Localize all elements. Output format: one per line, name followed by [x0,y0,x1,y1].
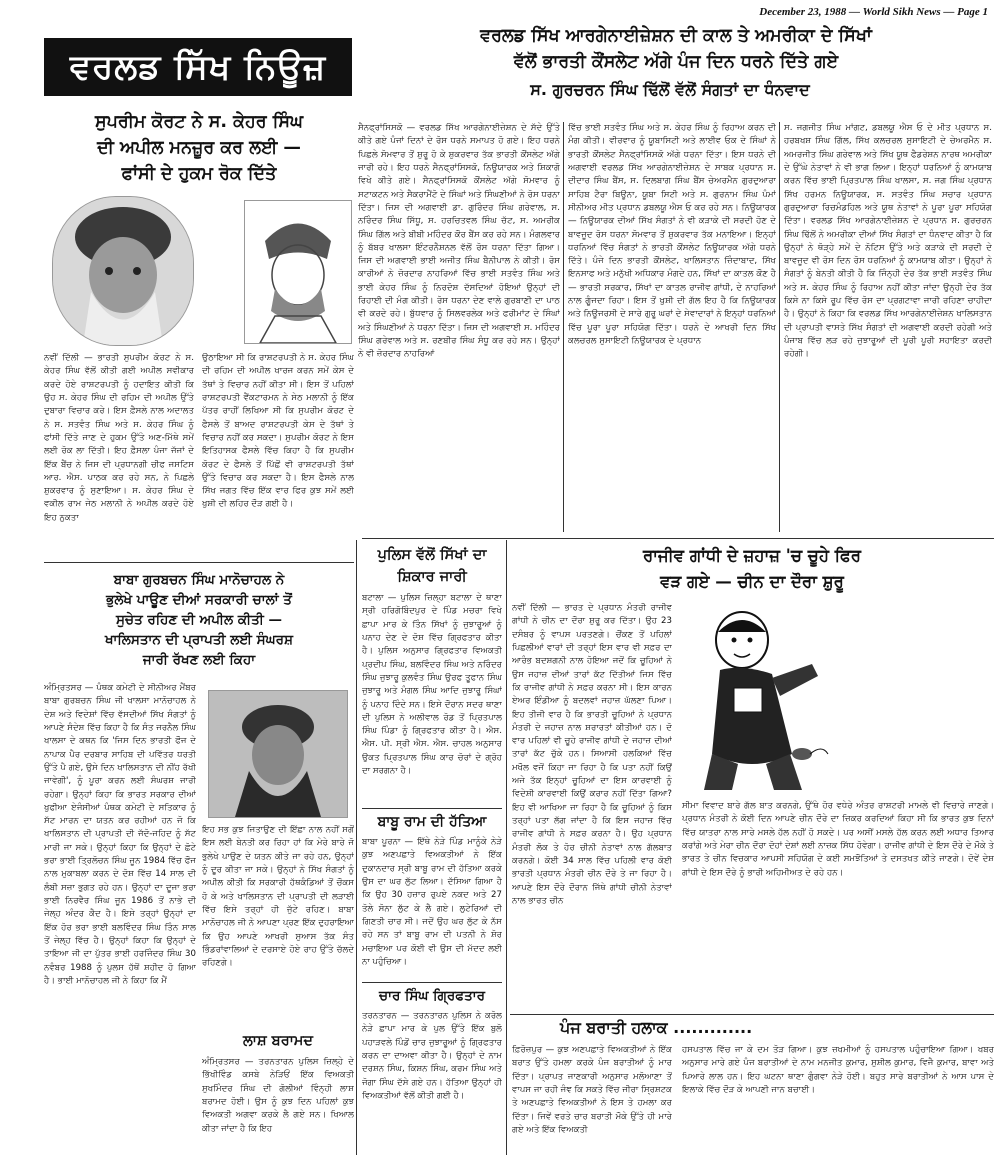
lead-column-2: ਵਿੱਚ ਭਾਈ ਸਤਵੰਤ ਸਿੰਘ ਅਤੇ ਸ. ਕੇਹਰ ਸਿੰਘ ਨੂੰ ਰਿਹਾਅ ਕਰਨ ਦੀ ਮੰਗ ਕੀਤੀ। ਵੀਰਵਾਰ ਨੂੰ ਯੂਬਾਸਿਟੀ ਅਤੇ ਲਾਈਵ ਓਕ ਦੇ ਸਿੰਘਾਂ ਨੇ ਭਾਰਤੀ ਕੌਂਸਲੇਟ ਸੈਨਫ੍ਰਾਂਸਿਸਕੋ ਅੱਗੇ ਧਰਨਾ ਦਿੱਤਾ। ਇਸ ਧਰਨੇ ਦੀ ਅਗਵਾਈ ਵਰਲਡ ਸਿੱਖ ਆਰਗੇਨਾਈਜ਼ੇਸ਼ਨ ਦੇ ਸਾਬਕ ਪ੍ਰਧਾਨ ਸ. ਦੀਦਾਰ ਸਿੰਘ ਬੈਂਸ, ਸ. ਦਿਲਬਾਗ ਸਿੰਘ ਬੈਂਸ ਚੇਅਰਮੈਨ ਗੁਰਦੁਆਰਾ ਸਾਹਿਬ ਟੈਰਾ ਬਿਊਨਾ, ਯੂਬਾ ਸਿਟੀ ਅਤੇ ਸ. ਗੁਰਨਾਮ ਸਿੰਘ ਪੰਮਾਂ ਸੀਨੀਅਰ ਮੀਤ ਪ੍ਰਧਾਨ ਡਬਲਯੂ ਐਸ ਓ ਕਰ ਰਹੇ ਸਨ। ਨਿਊਯਾਰਕ — ਨਿਊਯਾਰਕ ਦੀਆਂ ਸਿੱਖ ਸੰਗਤਾਂ ਨੇ ਵੀ ਕੜਾਕੇ ਦੀ ਸਰਦੀ ਹੋਣ ਦੇ ਬਾਵਜੂਦ ਰੋਸ ਧਰਨਾ ਸੋਮਵਾਰ ਤੋਂ ਸ਼ੁਕਰਵਾਰ ਤੱਕ ਮਨਾਇਆ। ਇਨ੍ਹਾਂ ਧਰਨਿਆਂ ਵਿੱਚ ਸੰਗਤਾਂ ਨੇ ਭਾਰਤੀ ਕੌਂਸਲੇਟ ਨਿਊਯਾਰਕ ਅੱਗੇ ਧਰਨੇ ਦਿੱਤੇ। ਪੰਜੇ ਦਿਨ ਭਾਰਤੀ ਕੌਂਸਲੇਟ, ਖਾਲਿਸਤਾਨ ਜ਼ਿੰਦਾਬਾਦ, ਸਿੱਖ ਇਨਸਾਫ ਅਤੇ ਮਨੁੱਖੀ ਅਧਿਕਾਰ ਮੰਗਦੇ ਹਨ, ਸਿੱਖਾਂ ਦਾ ਕਾਤਲ ਕੌਣ ਹੈ — ਭਾਰਤੀ ਸਰਕਾਰ, ਸਿੱਖਾਂ ਦਾ ਕਾਤਲ ਰਾਜੀਵ ਗਾਂਧੀ, ਦੇ ਨਾਹਰਿਆਂ ਨਾਲ ਗੂੰਜਦਾ ਰਿਹਾ। ਇਸ ਤੋਂ ਖੁਸ਼ੀ ਦੀ ਗੱਲ ਇਹ ਹੈ ਕਿ ਨਿਊਯਾਰਕ ਅਤੇ ਨਿਊਜਰਸੀ ਦੇ ਸਾਰੇ ਗੁਰੂ ਘਰਾਂ ਦੇ ਸੇਵਾਦਾਰਾਂ ਨੇ ਇਨ੍ਹਾਂ ਧਰਨਿਆਂ ਵਿੱਚ ਪੂਰਾ ਪੂਰਾ ਸਹਿਯੋਗ ਦਿੱਤਾ। ਧਰਨੇ ਦੇ ਆਖਰੀ ਦਿਨ ਸਿੱਖ ਕਲਚਰਲ ਸੁਸਾਇਟੀ ਨਿਊਯਾਰਕ ਦੇ ਪ੍ਰਧਾਨ [568,123,776,346]
photo-satwant-singh [244,200,352,344]
panj-dots: ............. [673,1018,753,1037]
four-arrested-body: ਤਰਨਤਾਰਨ — ਤਰਨਤਾਰਨ ਪੁਲਿਸ ਨੇ ਕਰੋਲ ਨੇੜੇ ਛਾਪਾ ਮਾਰ ਕੇ ਪੁਲ ਉੱਤੇ ਇੱਕ ਬੁਲੋ ਪਹਾੜਵਲੇ ਪਿੰਡੋਂ ਚਾਰ ਜੁਝਾਰੂਆਂ ਨੂੰ ਗ੍ਰਿਫਤਾਰ ਕਰਨ ਦਾ ਦਾਅਵਾ ਕੀਤਾ ਹੈ। ਉਨ੍ਹਾਂ ਦੇ ਨਾਮ ਦਰਸ਼ਨ ਸਿੰਘ, ਕਿਸ਼ਨ ਸਿੰਘ, ਕਰਮ ਸਿੰਘ ਅਤੇ ਜੋਗਾ ਸਿੰਘ ਦੱਸੇ ਗਏ ਹਨ। ਹੱਤਿਆ ਉਨ੍ਹਾਂ ਹੀ ਵਿਅਕਤੀਆਂ ਵੱਲੋਂ ਕੀਤੀ ਗਈ ਹੈ। [362,1011,502,1101]
portrait-illustration [209,691,347,817]
supreme-column-1: ਨਵੀਂ ਦਿੱਲੀ — ਭਾਰਤੀ ਸੁਪਰੀਮ ਕੋਰਟ ਨੇ ਸ. ਕੇਹਰ ਸਿੰਘ ਵੱਲੋਂ ਕੀਤੀ ਗਈ ਅਪੀਲ ਸਵੀਕਾਰ ਕਰਦੇ ਹੋਏ ਰਾਸ਼ਟਰਪਤੀ ਨੂੰ ਹਦਾਇਤ ਕੀਤੀ ਕਿ ਉਹ ਸ. ਕੇਹਰ ਸਿੰਘ ਦੀ ਰਹਿਮ ਦੀ ਅਪੀਲ ਉੱਤੇ ਦੁਬਾਰਾ ਵਿਚਾਰ ਕਰੇ। ਇਸ ਫ਼ੈਸਲੇ ਨਾਲ ਅਦਾਲਤ ਨੇ ਸ. ਸਤਵੰਤ ਸਿੰਘ ਅਤੇ ਸ. ਕੇਹਰ ਸਿੰਘ ਨੂੰ ਫਾਂਸੀ ਦਿੱਤੇ ਜਾਣ ਦੇ ਹੁਕਮ ਉੱਤੇ ਅਣ-ਮਿੱਥੇ ਸਮੇਂ ਲਈ ਰੋਕ ਲਾ ਦਿੱਤੀ। ਇਹ ਫ਼ੈਸਲਾ ਪੰਜਾ ਜੱਜਾਂ ਦੇ ਇੱਕ ਬੈਂਚ ਨੇ ਜਿਸ ਦੀ ਪ੍ਰਧਾਨਗੀ ਚੀਫ ਜਸਟਿਸ ਆਰ. ਐਸ. ਪਾਠਕ ਕਰ ਰਹੇ ਸਨ, ਨੇ ਪਿਛਲੇ ਸ਼ੁਕਰਵਾਰ ਨੂੰ ਸੁਣਾਇਆ। ਸ. ਕੇਹਰ ਸਿੰਘ ਦੇ ਵਕੀਲ ਰਾਮ ਜੇਠ ਮਲਾਨੀ ਨੇ ਅਪੀਲ ਕਰਦੇ ਹੋਏ ਇਹ ਨੁਕਤਾ [44,353,194,523]
lash-body: ਅੰਮ੍ਰਿਤਸਰ — ਤਰਨਤਾਰਨ ਪੁਲਿਸ ਜ਼ਿਲ੍ਹੇ ਦੇ ਭਿੱਖੀਵਿੰਡ ਕਸਬੇ ਨੇੜਿਓਂ ਇੱਕ ਵਿਅਕਤੀ ਸੁਖਮਿੰਦਰ ਸਿੰਘ ਦੀ ਗੋਲੀਆਂ ਵਿੰਨ੍ਹੀ ਲਾਸ਼ ਬਰਾਮਦ ਹੋਈ। ਉਸ ਨੂੰ ਕੁਝ ਦਿਨ ਪਹਿਲਾਂ ਕੁਝ ਵਿਅਕਤੀ ਅਗਵਾ ਕਰਕੇ ਲੈ ਗਏ ਸਨ। ਖਿਆਲ ਕੀਤਾ ਜਾਂਦਾ ਹੈ ਕਿ ਇਹ [202,1057,354,1134]
column-divider [563,122,564,532]
section-divider [510,1014,994,1015]
baba-headline-line-4: ਖਾਲਿਸਤਾਨ ਦੀ ਪ੍ਰਾਪਤੀ ਲਈ ਸੰਘਰਸ਼ [104,632,294,648]
column-divider [356,540,357,1155]
baburam-headline: ਬਾਬੂ ਰਾਮ ਦੀ ਹੱਤਿਆ [377,814,487,830]
section-divider [44,562,354,563]
photo-kehar-singh [52,196,194,346]
supreme-column-2: ਉਠਾਇਆ ਸੀ ਕਿ ਰਾਸ਼ਟਰਪਤੀ ਨੇ ਸ. ਕੇਹਰ ਸਿੰਘ ਦੀ ਰਹਿਮ ਦੀ ਅਪੀਲ ਖਾਰਜ ਕਰਨ ਸਮੇਂ ਕੇਸ ਦੇ ਤੱਥਾਂ ਤੇ ਵਿਚਾਰ ਨਹੀਂ ਕੀਤਾ ਸੀ। ਇਸ ਤੋਂ ਪਹਿਲਾਂ ਰਾਸ਼ਟਰਪਤੀ ਵੈਂਕਟਾਰਮਨ ਨੇ ਸੇਠ ਮਲਾਨੀ ਨੂੰ ਇੱਕ ਪੱਤਰ ਰਾਹੀਂ ਲਿਖਿਆ ਸੀ ਕਿ ਸੁਪਰੀਮ ਕੋਰਟ ਦੇ ਫੈਸਲੇ ਤੋਂ ਬਾਅਦ ਰਾਸ਼ਟਰਪਤੀ ਕੇਸ ਦੇ ਤੱਥਾਂ ਤੇ ਵਿਚਾਰ ਨਹੀਂ ਕਰ ਸਕਦਾ। ਸੁਪਰੀਮ ਕੋਰਟ ਨੇ ਇਸ ਇਤਿਹਾਸਕ ਫੈਸਲੇ ਵਿੱਚ ਕਿਹਾ ਹੈ ਕਿ ਸੁਪਰੀਮ ਕੋਰਟ ਦੇ ਫੈਸਲੇ ਤੋਂ ਪਿੱਛੋਂ ਵੀ ਰਾਸ਼ਟਰਪਤੀ ਤੱਥਾਂ ਉੱਤੇ ਵਿਚਾਰ ਕਰ ਸਕਦਾ ਹੈ। ਇਸ ਫੈਸਲੇ ਨਾਲ ਸਿੱਖ ਜਗਤ ਵਿੱਚ ਇੱਕ ਵਾਰ ਫਿਰ ਕੁਝ ਸਮੇਂ ਲਈ ਖੁਸ਼ੀ ਦੀ ਲਹਿਰ ਦੌੜ ਗਈ ਹੈ। [202,353,354,510]
rajiv-cartoon [682,604,832,794]
baba-headline-line-3: ਸੁਚੇਤ ਰਹਿਣ ਦੀ ਅਪੀਲ ਕੀਤੀ — [115,612,282,628]
supreme-headline-line-1: ਸੁਪਰੀਮ ਕੋਰਟ ਨੇ ਸ. ਕੇਹਰ ਸਿੰਘ [94,112,304,132]
dateline: December 23, 1988 — World Sikh News — Page 1 [759,6,988,18]
baburam-body: ਬਾਬਾ ਪੂਰਨਾ — ਇੱਥੇ ਨੇੜੇ ਪਿੰਡ ਮਾਨੂੰਕੇ ਨੇੜੇ ਕੁਝ ਅਣਪਛਾਤੇ ਵਿਅਕਤੀਆਂ ਨੇ ਇੱਕ ਦੁਕਾਨਦਾਰ ਸ੍ਰੀ ਬਾਬੂ ਰਾਮ ਦੀ ਹੱਤਿਆ ਕਰਕੇ ਉਸ ਦਾ ਘਰ ਲੁੱਟ ਲਿਆ। ਦੱਸਿਆ ਗਿਆ ਹੈ ਕਿ ਉਹ 30 ਹਜ਼ਾਰ ਰੁਪਏ ਨਕਦ ਅਤੇ 27 ਤੋਲੇ ਸੋਨਾ ਲੁੱਟ ਕੇ ਲੈ ਗਏ। ਲੁਟੇਰਿਆਂ ਦੀ ਗਿਣਤੀ ਚਾਰ ਸੀ। ਜਦੋਂ ਉਹ ਘਰ ਲੁੱਟ ਕੇ ਨੱਸ ਰਹੇ ਸਨ ਤਾਂ ਬਾਬੂ ਰਾਮ ਦੀ ਪਤਨੀ ਨੇ ਸ਼ੋਰ ਮਚਾਇਆ ਪਰ ਕੋਈ ਵੀ ਉਸ ਦੀ ਮੱਦਦ ਲਈ ਨਾ ਪਹੁੰਚਿਆ। [362,837,502,967]
rajiv-headline-line-2: ਵੜ ਗਏ — ਚੀਨ ਦਾ ਦੌਰਾ ਸ਼ੁਰੂ [660,572,844,591]
section-divider [362,538,994,539]
baba-column-2: ਇਹ ਸਭ ਕੁਝ ਜਿਤਾਉਣ ਦੀ ਇੱਛਾ ਨਾਲ ਨਹੀਂ ਸਗੋਂ ਇਸ ਲਈ ਬੇਨਤੀ ਕਰ ਰਿਹਾ ਹਾਂ ਕਿ ਮੇਰੇ ਬਾਰੇ ਜੋ ਭੁਲੇਖੇ ਪਾਉਣ ਦੇ ਯਤਨ ਕੀਤੇ ਜਾ ਰਹੇ ਹਨ, ਉਨ੍ਹਾਂ ਨੂੰ ਦੂਰ ਕੀਤਾ ਜਾ ਸਕੇ। ਉਨ੍ਹਾਂ ਨੇ ਸਿੱਖ ਸੰਗਤਾਂ ਨੂੰ ਅਪੀਲ ਕੀਤੀ ਕਿ ਸਰਕਾਰੀ ਹੱਥਕੰਡਿਆਂ ਤੋਂ ਚੌਕਸ ਹੋ ਕੇ ਅਤੇ ਖਾਲਿਸਤਾਨ ਦੀ ਪ੍ਰਾਪਤੀ ਦੀ ਲੜਾਈ ਵਿੱਚ ਇਸੇ ਤਰ੍ਹਾਂ ਹੀ ਜੁੱਟੇ ਰਹਿਣ। ਬਾਬਾ ਮਾਨੋਚਾਹਲ ਜੀ ਨੇ ਆਪਣਾ ਪ੍ਰਣ ਇੱਕ ਦੁਹਰਾਇਆ ਕਿ ਉਹ ਆਪਣੇ ਆਖਰੀ ਸੁਆਸ ਤੱਕ ਸੰਤ ਭਿੰਡਰਾਂਵਾਲਿਆਂ ਦੇ ਦਰਸਾਏ ਹੋਏ ਰਾਹ ਉੱਤੇ ਚੱਲਦੇ ਰਹਿਣਗੇ। [202,825,354,969]
sketch-illustration [245,201,351,343]
baba-headline-line-5: ਜਾਰੀ ਰੱਖਣ ਲਈ ਕਿਹਾ [142,652,256,668]
police-body: ਬਟਾਲਾ — ਪੁਲਿਸ ਜ਼ਿਲ੍ਹਾ ਬਟਾਲਾ ਦੇ ਥਾਣਾ ਸ੍ਰੀ ਹਰਿਗੋਬਿੰਦਪੁਰ ਦੇ ਪਿੰਡ ਮਚਰਾ ਵਿਖੇ ਛਾਪਾ ਮਾਰ ਕੇ ਤਿੰਨ ਸਿੱਖਾਂ ਨੂੰ ਜੁਝਾਰੂਆਂ ਨੂੰ ਪਨਾਹ ਦੇਣ ਦੇ ਦੋਸ਼ ਵਿੱਚ ਗ੍ਰਿਫਤਾਰ ਕੀਤਾ ਹੈ। ਪੁਲਿਸ ਅਨੁਸਾਰ ਗ੍ਰਿਫਤਾਰ ਵਿਅਕਤੀ ਪ੍ਰਦੀਪ ਸਿੰਘ, ਬਲਵਿੰਦਰ ਸਿੰਘ ਅਤੇ ਨਰਿੰਦਰ ਸਿੰਘ ਜੁਝਾਰੂ ਕੁਲਵੰਤ ਸਿੰਘ ਉਰਫ ਤੂਫਾਨ ਸਿੰਘ ਜੁਝਾਰੂ ਅਤੇ ਮੰਗਲ ਸਿੰਘ ਆਦਿ ਜੁਝਾਰੂ ਸਿੰਘਾਂ ਨੂੰ ਪਨਾਹ ਦਿੰਦੇ ਸਨ। ਇਸੇ ਦੌਰਾਨ ਸਦਰ ਥਾਣਾ ਦੀ ਪੁਲਿਸ ਨੇ ਅਲੀਵਾਲ ਰੋਡ ਤੋਂ ਪ੍ਰਿਤਪਾਲ ਸਿੰਘ ਪਿੰਡਾ ਨੂੰ ਗ੍ਰਿਫਤਾਰ ਕੀਤਾ ਹੈ। ਐਸ. ਐਸ. ਪੀ. ਸ੍ਰੀ ਐਸ. ਐਸ. ਚਾਹਲ ਅਨੁਸਾਰ ਉਕਤ ਪ੍ਰਿਤਪਾਲ ਸਿੰਘ ਕਾਰ ਚੋਰਾਂ ਦੇ ਗ੍ਰੋਹ ਦਾ ਸਰਗਨਾ ਹੈ। [362,593,502,777]
lead-column-1: ਸੈਨਫ੍ਰਾਂਸਿਸਕੋ — ਵਰਲਡ ਸਿੱਖ ਆਰਗੇਨਾਈਜ਼ੇਸ਼ਨ ਦੇ ਸੱਦੇ ਉੱਤੇ ਕੀਤੇ ਗਏ ਪੰਜਾਂ ਦਿਨਾਂ ਦੇ ਰੋਸ ਧਰਨੇ ਸਮਾਪਤ ਹੋ ਗਏ। ਇਹ ਧਰਨੇ ਪਿਛਲੇ ਸੋਮਵਾਰ ਤੋਂ ਸ਼ੁਰੂ ਹੋ ਕੇ ਸ਼ੁਕਰਵਾਰ ਤੱਕ ਭਾਰਤੀ ਕੌਂਸਲੇਟ ਅੱਗੇ ਜਾਰੀ ਰਹੇ। ਇਹ ਧਰਨੇ ਸੈਨਫ੍ਰਾਂਸਿਸਕੋ, ਨਿਊਯਾਰਕ ਅਤੇ ਸ਼ਿਕਾਗੋ ਵਿਖੇ ਕੀਤੇ ਗਏ। ਸੈਨਫ੍ਰਾਂਸਿਸਕੋ ਕੌਂਸਲੇਟ ਅੱਗੇ ਸੋਮਵਾਰ ਨੂੰ ਸਟਾਕਟਨ ਅਤੇ ਸੈਕਰਾਮੈਂਟੋ ਦੇ ਸਿੰਘਾਂ ਅਤੇ ਸਿੰਘਣੀਆਂ ਨੇ ਰੋਸ ਧਰਨਾ ਦਿੱਤਾ। ਜਿਸ ਦੀ ਅਗਵਾਈ ਡਾ. ਗੁਰਿੰਦਰ ਸਿੰਘ ਗਰੇਵਾਲ, ਸ. ਨਰਿੰਦਰ ਸਿੰਘ ਸਿੱਧੂ, ਸ. ਹਰਚਿਤਵਲ ਸਿੰਘ ਚੱਟ, ਸ. ਅਮਰੀਕ ਸਿੰਘ ਗਿੱਲ ਅਤੇ ਬੀਬੀ ਮਹਿੰਦਰ ਕੌਰ ਬੈਂਸ ਕਰ ਰਹੇ ਸਨ। ਮੰਗਲਵਾਰ ਨੂੰ ਬੱਬਰ ਖਾਲਸਾ ਇੰਟਰਨੈਸ਼ਨਲ ਵੱਲੋਂ ਰੋਸ ਧਰਨਾ ਦਿੱਤਾ ਗਿਆ। ਜਿਸ ਦੀ ਅਗਵਾਈ ਭਾਈ ਅਜੀਤ ਸਿੰਘ ਬੈਨੀਪਾਲ ਨੇ ਕੀਤੀ। ਰੋਸ ਕਾਰੀਆਂ ਨੇ ਜ਼ੋਰਦਾਰ ਨਾਹਰਿਆਂ ਵਿੱਚ ਭਾਈ ਸਤਵੰਤ ਸਿੰਘ ਅਤੇ ਭਾਈ ਕੇਹਰ ਸਿੰਘ ਨੂੰ ਨਿਰਦੋਸ਼ ਦੱਸਦਿਆਂ ਹੋਇਆਂ ਉਨ੍ਹਾਂ ਦੀ ਰਿਹਾਈ ਦੀ ਮੰਗ ਕੀਤੀ। ਰੋਸ ਧਰਨਾ ਦੇਣ ਵਾਲੇ ਗੁਰਬਾਣੀ ਦਾ ਪਾਠ ਵੀ ਕਰਦੇ ਰਹੇ। ਬੁੱਧਵਾਰ ਨੂੰ ਸਿਲਵਰਲੇਕ ਅਤੇ ਫਰੀਮਾਂਟ ਦੇ ਸਿੰਘਾਂ ਅਤੇ ਸਿੰਘਣੀਆਂ ਨੇ ਧਰਨਾ ਦਿੱਤਾ। ਜਿਸ ਦੀ ਅਗਵਾਈ ਸ. ਮਹਿੰਦਰ ਸਿੰਘ ਗਰੇਵਾਲ ਅਤੇ ਸ. ਰਣਬੀਰ ਸਿੰਘ ਸੰਧੂ ਕਰ ਰਹੇ ਸਨ। ਉਨ੍ਹਾਂ ਨੇ ਵੀ ਜ਼ੋਰਦਾਰ ਨਾਹਰਿਆਂ [358,123,560,360]
rajiv-column-2: ਸੀਮਾ ਵਿਵਾਦ ਬਾਰੇ ਗੱਲ ਬਾਤ ਕਰਨਗੇ, ਉੱਥੇ ਹੋਰ ਵਧੇਰੇ ਅੰਤਰ ਰਾਸ਼ਟਰੀ ਮਾਮਲੇ ਵੀ ਵਿਚਾਰੇ ਜਾਣਗੇ। ਪ੍ਰਧਾਨ ਮੰਤਰੀ ਨੇ ਕੋਈ ਦਿਨ ਆਪਣੇ ਚੀਨ ਦੌਰੇ ਦਾ ਜ਼ਿਕਰ ਕਰਦਿਆਂ ਕਿਹਾ ਸੀ ਕਿ ਭਾਰਤ ਕੁਝ ਦਿਨਾਂ ਵਿੱਚ ਯਾਤਰਾ ਨਾਲ ਸਾਰੇ ਮਸਲੇ ਹੱਲ ਨਹੀਂ ਹੋ ਸਕਦੇ। ਪਰ ਅਸੀਂ ਮਸਲੇ ਹੱਲ ਕਰਨ ਲਈ ਅਧਾਰ ਤਿਆਰ ਕਰਾਂਗੇ ਅਤੇ ਮੇਰਾ ਚੀਨ ਦੌਰਾ ਦੋਹਾਂ ਦੇਸ਼ਾਂ ਲਈ ਨਾਜ਼ਕ ਸਿੱਧ ਹੋਵੇਗਾ। ਰਾਜੀਵ ਗਾਂਧੀ ਦੇ ਇਸ ਦੌਰੇ ਦੇ ਮੌਕੇ ਤੇ ਭਾਰਤ ਤੇ ਚੀਨ ਵਿਚਕਾਰ ਆਪਸੀ ਸਹਿਯੋਗ ਦੇ ਕਈ ਸਮਝੌਤਿਆਂ ਤੇ ਦਸਤਖਤ ਕੀਤੇ ਜਾਣਗੇ। ਦੋਵੇਂ ਦੇਸ਼ ਗਾਂਧੀ ਦੇ ਇਸ ਦੌਰੇ ਨੂੰ ਭਾਰੀ ਅਹਿਮੀਅਤ ਦੇ ਰਹੇ ਹਨ। [682,801,994,878]
masthead: ਵਰਲਡ ਸਿੱਖ ਨਿਊਜ਼ [44,38,352,96]
baba-headline-line-2: ਭੁਲੇਖੇ ਪਾਊਣ ਦੀਆਂ ਸਰਕਾਰੀ ਚਾਲਾਂ ਤੋਂ [106,592,292,608]
four-arrested-headline: ਚਾਰ ਸਿੰਘ ਗ੍ਰਿਫਤਾਰ [379,988,485,1004]
baba-column-1: ਅੰਮ੍ਰਿਤਸਰ — ਪੰਥਕ ਕਮੇਟੀ ਦੇ ਸੀਨੀਅਰ ਮੈਂਬਰ ਬਾਬਾ ਗੁਰਬਚਨ ਸਿੰਘ ਜੀ ਖਾਲਸਾ ਮਾਨੋਚਾਹਲ ਨੇ ਦੇਸ਼ ਅਤੇ ਵਿਦੇਸ਼ਾਂ ਵਿੱਚ ਵੱਸਦੀਆਂ ਸਿੱਖ ਸੰਗਤਾਂ ਨੂੰ ਆਪਣੇ ਸੰਦੇਸ਼ ਵਿੱਚ ਕਿਹਾ ਹੈ ਕਿ ਸੰਤ ਜਰਨੈਲ ਸਿੰਘ ਖਾਲਸਾ ਦੇ ਕਥਨ ਕਿ 'ਜਿਸ ਦਿਨ ਭਾਰਤੀ ਫੌਜ ਦੇ ਨਾਪਾਕ ਪੈਰ ਦਰਬਾਰ ਸਾਹਿਬ ਦੀ ਪਵਿੱਤਰ ਧਰਤੀ ਉੱਤੇ ਪੈ ਗਏ, ਉਸੇ ਦਿਨ ਖਾਲਿਸਤਾਨ ਦੀ ਨੀਂਹ ਰੱਖੀ ਜਾਵੇਗੀ', ਨੂੰ ਪੂਰਾ ਕਰਨ ਲਈ ਸੰਘਰਸ਼ ਜਾਰੀ ਰਹੇਗਾ। ਉਨ੍ਹਾਂ ਕਿਹਾ ਕਿ ਭਾਰਤ ਸਰਕਾਰ ਦੀਆਂ ਖੁਫੀਆ ਏਜੰਸੀਆਂ ਪੰਥਕ ਕਮੇਟੀ ਦੇ ਸਤਿਕਾਰ ਨੂੰ ਸੱਟ ਮਾਰਨ ਦਾ ਯਤਨ ਕਰ ਰਹੀਆਂ ਹਨ ਜੋ ਕਿ ਖਾਲਿਸਤਾਨ ਦੀ ਪ੍ਰਾਪਤੀ ਦੀ ਜੱਦੋ-ਜਹਿਦ ਨੂੰ ਸੱਟ ਮਾਰੀ ਜਾ ਸਕੇ। ਉਨ੍ਹਾਂ ਕਿਹਾ ਕਿ ਉਨ੍ਹਾਂ ਦੇ ਛੋਟੇ ਭਰਾ ਭਾਈ ਤ੍ਰਿਲੋਚਨ ਸਿੰਘ ਜੂਨ 1984 ਵਿੱਚ ਫੌਜ ਨਾਲ ਮੁਕਾਬਲਾ ਕਰਨ ਦੇ ਦੋਸ਼ ਵਿੱਚ 14 ਸਾਲ ਦੀ ਲੰਬੀ ਸਜ਼ਾ ਭੁਗਤ ਰਹੇ ਹਨ। ਉਨ੍ਹਾਂ ਦਾ ਦੂਜਾ ਭਰਾ ਭਾਈ ਨਿਰਵੈਰ ਸਿੰਘ ਜੂਨ 1986 ਤੋਂ ਨਾਭੇ ਦੀ ਜੇਲ੍ਹ ਅੰਦਰ ਕੈਦ ਹੈ। ਇਸੇ ਤਰ੍ਹਾਂ ਉਨ੍ਹਾਂ ਦਾ ਇੱਕ ਹੋਰ ਭਰਾ ਭਾਈ ਬਲਵਿੰਦਰ ਸਿੰਘ ਤਿੰਨ ਸਾਲ ਤੋਂ ਜੇਲ੍ਹ ਵਿੱਚ ਹੈ। ਉਨ੍ਹਾਂ ਕਿਹਾ ਕਿ ਉਨ੍ਹਾਂ ਦੇ ਤਾਇਆ ਜੀ ਦਾ ਪੁੱਤਰ ਭਾਈ ਹਰਜਿੰਦਰ ਸਿੰਘ 30 ਨਵੰਬਰ 1988 ਨੂੰ ਪੁਲਸ ਹੱਥੋਂ ਸ਼ਹੀਦ ਹੋ ਗਿਆ ਹੈ। ਭਾਈ ਮਾਨੋਚਾਹਲ ਜੀ ਨੇ ਕਿਹਾ ਕਿ ਮੈਂ [44,683,196,986]
police-headline-line-1: ਪੁਲਿਸ ਵੱਲੋਂ ਸਿੱਖਾਂ ਦਾ [377,547,487,563]
panj-column-2: ਹਸਪਤਾਲ ਵਿੱਚ ਜਾ ਕੇ ਦਮ ਤੋੜ ਗਿਆ। ਕੁਝ ਜ਼ਖਮੀਆਂ ਨੂੰ ਹਸਪਤਾਲ ਪਹੁੰਚਾਇਆ ਗਿਆ। ਖਬਰ ਅਨੁਸਾਰ ਮਾਰੇ ਗਏ ਪੰਜ ਬਰਾਤੀਆਂ ਦੇ ਨਾਮ ਮਨਜੀਤ ਕੁਮਾਰ, ਸੁਸ਼ੀਲ ਕੁਮਾਰ, ਵਿਜੈ ਕੁਮਾਰ, ਬਾਵਾ ਅਤੇ ਪਿਆਰੇ ਲਾਲ ਹਨ। ਇਹ ਘਟਨਾ ਥਾਣਾ ਗੁੰਗਵਾ ਨੇੜੇ ਹੋਈ। ਬਹੁਤ ਸਾਰੇ ਬਰਾਤੀਆਂ ਨੇ ਆਸ ਪਾਸ ਦੇ ਇਲਾਕੇ ਵਿੱਚ ਦੌੜ ਕੇ ਆਪਣੀ ਜਾਨ ਬਚਾਈ। [682,1045,994,1095]
baba-headline-line-1: ਬਾਬਾ ਗੁਰਬਚਨ ਸਿੰਘ ਮਾਨੋਚਾਹਲ ਨੇ [113,572,285,588]
lash-headline: ਲਾਸ਼ ਬਰਾਮਦ [243,1033,313,1049]
lead-headline-line-1: ਵਰਲਡ ਸਿੱਖ ਆਰਗੇਨਾਈਜ਼ੇਸ਼ਨ ਦੀ ਕਾਲ ਤੇ ਅਮਰੀਕਾ ਦੇ ਸਿੱਖਾਂ [480,26,872,46]
rajiv-column-1: ਨਵੀਂ ਦਿੱਲੀ — ਭਾਰਤ ਦੇ ਪ੍ਰਧਾਨ ਮੰਤਰੀ ਰਾਜੀਵ ਗਾਂਧੀ ਨੇ ਚੀਨ ਦਾ ਦੌਰਾ ਸ਼ੁਰੂ ਕਰ ਦਿੱਤਾ। ਉਹ 23 ਦਸੰਬਰ ਨੂੰ ਵਾਪਸ ਪਰਤਣਗੇ। ਚੌਂਕਣ ਤੋਂ ਪਹਿਲਾਂ ਪਿਛਲੀਆਂ ਵਾਰਾਂ ਦੀ ਤਰ੍ਹਾਂ ਇਸ ਵਾਰ ਵੀ ਸਫ਼ਰ ਦਾ ਆਰੰਭ ਬਦਸ਼ਗਨੀ ਨਾਲ ਹੋਇਆ ਜਦੋਂ ਕਿ ਚੂਹਿਆਂ ਨੇ ਉਸ ਜਹਾਜ਼ ਦੀਆਂ ਤਾਰਾਂ ਕੱਟ ਦਿੱਤੀਆਂ ਜਿਸ ਵਿੱਚ ਕਿ ਰਾਜੀਵ ਗਾਂਧੀ ਨੇ ਸਫ਼ਰ ਕਰਨਾ ਸੀ। ਇਸ ਕਾਰਨ ਏਅਰ ਇੰਡੀਆ ਨੂੰ ਬਦਲਵਾਂ ਜਹਾਜ਼ ਘੱਲਣਾ ਪਿਆ। ਇਹ ਤੀਜੀ ਵਾਰ ਹੈ ਕਿ ਭਾਰਤੀ ਚੂਹਿਆਂ ਨੇ ਪ੍ਰਧਾਨ ਮੰਤਰੀ ਦੇ ਜਹਾਜ਼ ਨਾਲ ਸ਼ਰਾਰਤਾਂ ਕੀਤੀਆਂ ਹਨ। ਦੋ ਵਾਰ ਪਹਿਲਾਂ ਵੀ ਚੂਹੇ ਰਾਜੀਵ ਗਾਂਧੀ ਦੇ ਜਹਾਜ਼ ਦੀਆਂ ਤਾਰਾਂ ਕੱਟ ਚੁੱਕੇ ਹਨ। ਸਿਆਸੀ ਹਲਕਿਆਂ ਵਿੱਚ ਮਖੌਲ ਵਜੋਂ ਕਿਹਾ ਜਾ ਰਿਹਾ ਹੈ ਕਿ ਪਤਾ ਨਹੀਂ ਕਿਉਂ ਅਜੇ ਤੱਕ ਇਨ੍ਹਾਂ ਚੂਹਿਆਂ ਦਾ ਇਸ ਕਾਰਵਾਈ ਨੂੰ ਵਿਦੇਸ਼ੀ ਕਾਰਵਾਈ ਕਿਉਂ ਕਰਾਰ ਨਹੀਂ ਦਿੱਤਾ ਗਿਆ? ਇਹ ਵੀ ਆਖਿਆ ਜਾ ਰਿਹਾ ਹੈ ਕਿ ਚੂਹਿਆਂ ਨੂੰ ਕਿਸ ਤਰ੍ਹਾਂ ਪਤਾ ਲੱਗ ਜਾਂਦਾ ਹੈ ਕਿ ਇਸ ਜਹਾਜ਼ ਵਿੱਚ ਰਾਜੀਵ ਗਾਂਧੀ ਨੇ ਸਫ਼ਰ ਕਰਨਾ ਹੈ। ਉਹ ਪ੍ਰਧਾਨ ਮੰਤਰੀ ਲੋਕ ਤੇ ਹੋਰ ਚੀਨੀ ਨੇਤਾਵਾਂ ਨਾਲ ਗੱਲਬਾਤ ਕਰਨਗੇ। ਕੋਈ 34 ਸਾਲ ਵਿੱਚ ਪਹਿਲੀ ਵਾਰ ਕੋਈ ਭਾਰਤੀ ਪ੍ਰਧਾਨ ਮੰਤਰੀ ਚੀਨ ਦੌਰੇ ਤੇ ਜਾ ਰਿਹਾ ਹੈ। ਆਪਣੇ ਇਸ ਦੌਰੇ ਦੌਰਾਨ ਜਿੱਥੇ ਗਾਂਧੀ ਚੀਨੀ ਨੇਤਾਵਾਂ ਨਾਲ ਭਾਰਤ ਚੀਨ [512,603,672,906]
cartoon-illustration [682,604,832,794]
panj-column-1: ਫ਼ਿਰੋਜ਼ਪੁਰ — ਕੁਝ ਅਣਪਛਾਤੇ ਵਿਅਕਤੀਆਂ ਨੇ ਇੱਕ ਬਰਾਤ ਉੱਤੇ ਹਮਲਾ ਕਰਕੇ ਪੰਜ ਬਰਾਤੀਆਂ ਨੂੰ ਮਾਰ ਦਿੱਤਾ। ਪ੍ਰਾਪਤ ਜਾਣਕਾਰੀ ਅਨੁਸਾਰ ਮਲੋਆਣਾ ਤੋਂ ਵਾਪਸ ਜਾ ਰਹੀ ਜੰਞ ਕਿ ਸਕਤੇ ਵਿੱਚ ਜੀਰਾ ਸ੍ਰਿਸ਼ਟਕ ਤੇ ਅਣਪਛਾਤੇ ਵਿਅਕਤੀਆਂ ਨੇ ਇਸ ਤੇ ਹਮਲਾ ਕਰ ਦਿੱਤਾ। ਜਿਵੇਂ ਵਰਤੇ ਚਾਰ ਬਰਾਤੀ ਮੌਕੇ ਉੱਤੇ ਹੀ ਮਾਰੇ ਗਏ ਅਤੇ ਇੱਕ ਵਿਅਕਤੀ [512,1045,672,1135]
lead-subhead: ਸ. ਗੁਰਚਰਨ ਸਿੰਘ ਢਿੱਲੋਂ ਵੱਲੋਂ ਸੰਗਤਾਂ ਦਾ ਧੰਨਵਾਦ [530,80,810,99]
panj-headline: ਪੰਜ ਬਰਾਤੀ ਹਲਾਕ [560,1018,668,1037]
police-headline-line-2: ਸ਼ਿਕਾਰ ਜਾਰੀ [397,569,467,585]
lead-column-3: ਸ. ਜਗਜੀਤ ਸਿੰਘ ਮਾਂਗਟ, ਡਬਲਯੂ ਐਸ ਓ ਦੇ ਮੀਤ ਪ੍ਰਧਾਨ ਸ. ਹਰਬਖਸ਼ ਸਿੰਘ ਗਿੱਲ, ਸਿੱਖ ਕਲਚਰਲ ਸੁਸਾਇਟੀ ਦੇ ਚੇਅਰਮੈਨ ਸ. ਅਮਰਜੀਤ ਸਿੰਘ ਗਰੇਵਾਲ ਅਤੇ ਸਿੱਖ ਯੂਥ ਫੈਡਰੇਸ਼ਨ ਨਾਰਥ ਅਮਰੀਕਾ ਦੇ ਉੱਘੇ ਨੇਤਾਵਾਂ ਨੇ ਵੀ ਭਾਗ ਲਿਆ। ਇਨ੍ਹਾਂ ਧਰਨਿਆਂ ਨੂੰ ਕਾਮਯਾਬ ਕਰਨ ਵਿੱਚ ਭਾਈ ਪ੍ਰਿਤਪਾਲ ਸਿੰਘ ਖਾਲਸਾ, ਸ. ਜਗ ਸਿੰਘ ਪ੍ਰਧਾਨ ਸਿੱਖ ਹਰਮਨ ਨਿਊਯਾਰਕ, ਸ. ਸਤਵੰਤ ਸਿੰਘ ਸਚਾਰ ਪ੍ਰਧਾਨ ਗੁਰਦੁਆਰਾ ਰਿਚਮੰਡਹਿਲ ਅਤੇ ਯੂਥ ਨੇਤਾਵਾਂ ਨੇ ਪੂਰਾ ਪੂਰਾ ਸਹਿਯੋਗ ਦਿੱਤਾ। ਵਰਲਡ ਸਿੱਖ ਆਰਗੇਨਾਈਜ਼ੇਸ਼ਨ ਦੇ ਪ੍ਰਧਾਨ ਸ. ਗੁਰਚਰਨ ਸਿੰਘ ਢਿੱਲੋਂ ਨੇ ਅਮਰੀਕਾ ਦੀਆਂ ਸਿੱਖ ਸੰਗਤਾਂ ਦਾ ਧੰਨਵਾਦ ਕੀਤਾ ਹੈ ਕਿ ਉਨ੍ਹਾਂ ਨੇ ਥੋੜ੍ਹੇ ਸਮੇਂ ਦੇ ਨੋਟਿਸ ਉੱਤੇ ਅਤੇ ਕੜਾਕੇ ਦੀ ਸਰਦੀ ਦੇ ਬਾਵਜੂਦ ਵੀ ਰੋਸ ਦਿਨ ਰੋਸ ਧਰਨਿਆਂ ਨੂੰ ਕਾਮਯਾਬ ਕੀਤਾ। ਉਨ੍ਹਾਂ ਨੇ ਸੰਗਤਾਂ ਨੂੰ ਬੇਨਤੀ ਕੀਤੀ ਹੈ ਕਿ ਜਿੰਨ੍ਹੀ ਦੇਰ ਤੱਕ ਭਾਈ ਸਤਵੰਤ ਸਿੰਘ ਅਤੇ ਸ. ਕੇਹਰ ਸਿੰਘ ਨੂੰ ਰਿਹਾਅ ਨਹੀਂ ਕੀਤਾ ਜਾਂਦਾ ਉਨ੍ਹੀ ਦੇਰ ਤੱਕ ਕਿਸੇ ਨਾ ਕਿਸੇ ਰੂਪ ਵਿੱਚ ਰੋਸ ਦਾ ਪ੍ਰਗਟਾਵਾ ਜਾਰੀ ਰਹਿਣਾ ਚਾਹੀਦਾ ਹੈ। ਉਨ੍ਹਾਂ ਨੇ ਕਿਹਾ ਕਿ ਵਰਲਡ ਸਿੱਖ ਆਰਗੇਨਾਈਜ਼ੇਸ਼ਨ ਖਾਲਿਸਤਾਨ ਦੀ ਪ੍ਰਾਪਤੀ ਵਾਸਤੇ ਸਿੱਖ ਸੰਗਤਾਂ ਦੀ ਅਗਵਾਈ ਕਰਦੀ ਰਹੇਗੀ ਅਤੇ ਪੰਜਾਬ ਵਿੱਚ ਲੜ ਰਹੇ ਜੁਝਾਰੂਆਂ ਦੀ ਪੂਰੀ ਪੂਰੀ ਸਹਾਇਤਾ ਕਰਦੀ ਰਹੇਗੀ। [784,123,992,360]
column-divider [506,540,507,1155]
column-divider [779,122,780,532]
section-divider [362,808,502,809]
panj-headline-row [560,1018,980,1038]
photo-baba-manochahal [208,690,348,818]
supreme-headline-line-2: ਦੀ ਅਪੀਲ ਮਨਜ਼ੂਰ ਕਰ ਲਈ — [97,138,301,158]
supreme-headline-line-3: ਫਾਂਸੀ ਦੇ ਹੁਕਮ ਰੋਕ ਦਿੱਤੇ [121,164,277,184]
section-divider [362,982,502,983]
portrait-illustration [53,197,193,345]
rajiv-headline-line-1: ਰਾਜੀਵ ਗਾਂਧੀ ਦੇ ਜ਼ਹਾਜ਼ 'ਚ ਚੂਹੇ ਫਿਰ [642,546,862,565]
lead-headline-line-2: ਵੱਲੋਂ ਭਾਰਤੀ ਕੌਂਸਲੇਟ ਅੱਗੇ ਪੰਜ ਦਿਨ ਧਰਨੇ ਦਿੱਤੇ ਗਏ [513,52,839,72]
